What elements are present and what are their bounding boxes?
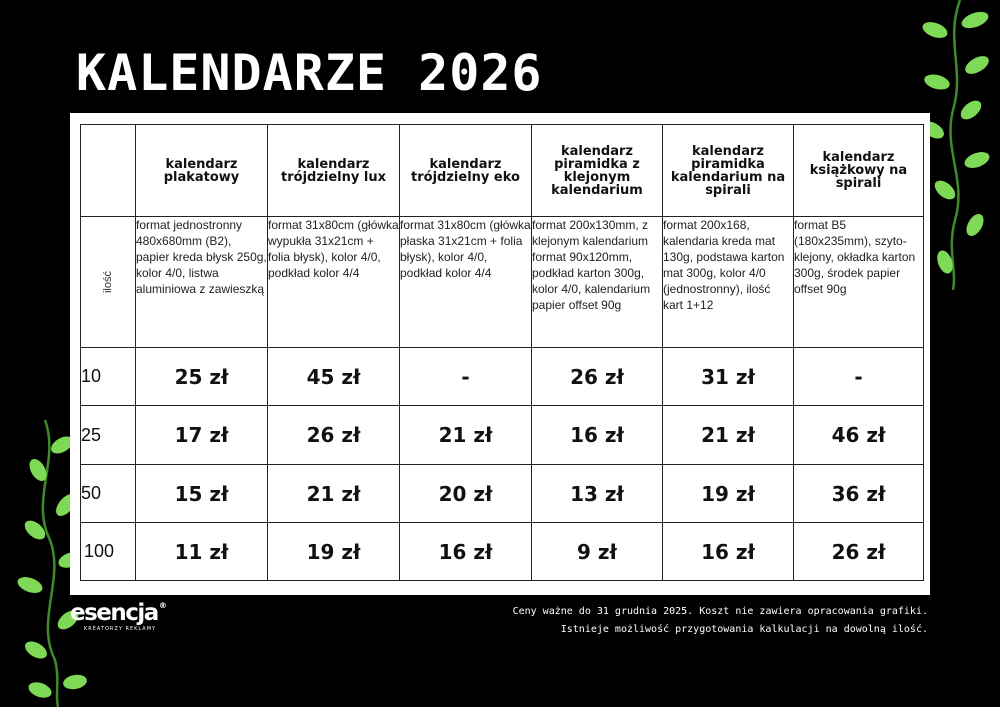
price-value: 31 zł (663, 348, 794, 406)
price-value: - (794, 348, 924, 406)
price-row (81, 465, 924, 523)
price-value: 46 zł (794, 406, 924, 465)
price-value: 21 zł (268, 465, 400, 523)
product-name: kalendarz plakatowy (136, 125, 268, 217)
quantity-label: ilość (102, 270, 114, 294)
brand-logo (70, 602, 165, 632)
price-value: 25 zł (136, 348, 268, 406)
price-row (81, 348, 924, 406)
price-table (80, 124, 924, 581)
product-spec: format 31x80cm (główka płaska 31x21cm + folia błysk), kolor 4/0, podkład kolor 4/4 (400, 217, 532, 348)
price-value: 21 zł (663, 406, 794, 465)
product-spec: format B5 (180x235mm), szyto-klejony, okładka karton 300g, środek papier offset 90g (794, 217, 924, 348)
price-value: 16 zł (663, 523, 794, 581)
price-value: 11 zł (136, 523, 268, 581)
product-name: kalendarz trójdzielny lux (268, 125, 400, 217)
price-value: - (400, 348, 532, 406)
spec-row (81, 217, 924, 348)
price-table-card (70, 113, 930, 595)
price-value: 26 zł (794, 523, 924, 581)
corner-cell (81, 125, 136, 217)
price-value: 16 zł (532, 406, 663, 465)
price-value: 9 zł (532, 523, 663, 581)
product-spec: format jednostronny 480x680mm (B2), papier kreda błysk 250g, kolor 4/0, listwa aluminiowa z zawieszką (136, 217, 268, 348)
price-value: 16 zł (400, 523, 532, 581)
price-value: 17 zł (136, 406, 268, 465)
quantity-value: 50 (81, 465, 136, 523)
price-value: 15 zł (136, 465, 268, 523)
quantity-value: 10 (81, 348, 136, 406)
logo-tagline: KREATORZY REKLAMY (84, 626, 157, 632)
footer-note (513, 603, 928, 639)
price-value: 20 zł (400, 465, 532, 523)
product-name: kalendarz książkowy na spirali (794, 125, 924, 217)
footer-line: Ceny ważne do 31 grudnia 2025. Koszt nie zawiera opracowania grafiki. (512, 606, 928, 617)
product-name: kalendarz piramidka kalendarium na spirali (663, 125, 794, 217)
price-row (81, 406, 924, 465)
price-row (81, 523, 924, 581)
page-title: KALENDARZE 2026 (76, 44, 543, 102)
price-value: 26 zł (532, 348, 663, 406)
product-name: kalendarz trójdzielny eko (400, 125, 532, 217)
quantity-header-cell (81, 217, 136, 348)
price-value: 21 zł (400, 406, 532, 465)
quantity-value: 25 (81, 406, 136, 465)
product-spec: format 200x130mm, z klejonym kalendarium format 90x120mm, podkład karton 300g, kolor 4/0, kalendarium papier offset 90g (532, 217, 663, 348)
price-value: 36 zł (794, 465, 924, 523)
product-header-row (81, 125, 924, 217)
logo-registered-mark: ® (158, 601, 166, 610)
price-value: 45 zł (268, 348, 400, 406)
quantity-value: 100 (81, 523, 136, 581)
logo-name: esencja (70, 600, 158, 626)
price-value: 19 zł (663, 465, 794, 523)
product-name: kalendarz piramidka z klejonym kalendarium (532, 125, 663, 217)
footer-line: Istnieje możliwość przygotowania kalkulacji na dowolną ilość. (560, 624, 928, 635)
price-value: 26 zł (268, 406, 400, 465)
product-spec: format 31x80cm (główka wypukła 31x21cm + folia błysk), kolor 4/0, podkład kolor 4/4 (268, 217, 400, 348)
price-value: 19 zł (268, 523, 400, 581)
price-value: 13 zł (532, 465, 663, 523)
product-spec: format 200x168, kalendaria kreda mat 130g, podstawa karton mat 300g, kolor 4/0 (jednostronny), ilość kart 1+12 (663, 217, 794, 348)
